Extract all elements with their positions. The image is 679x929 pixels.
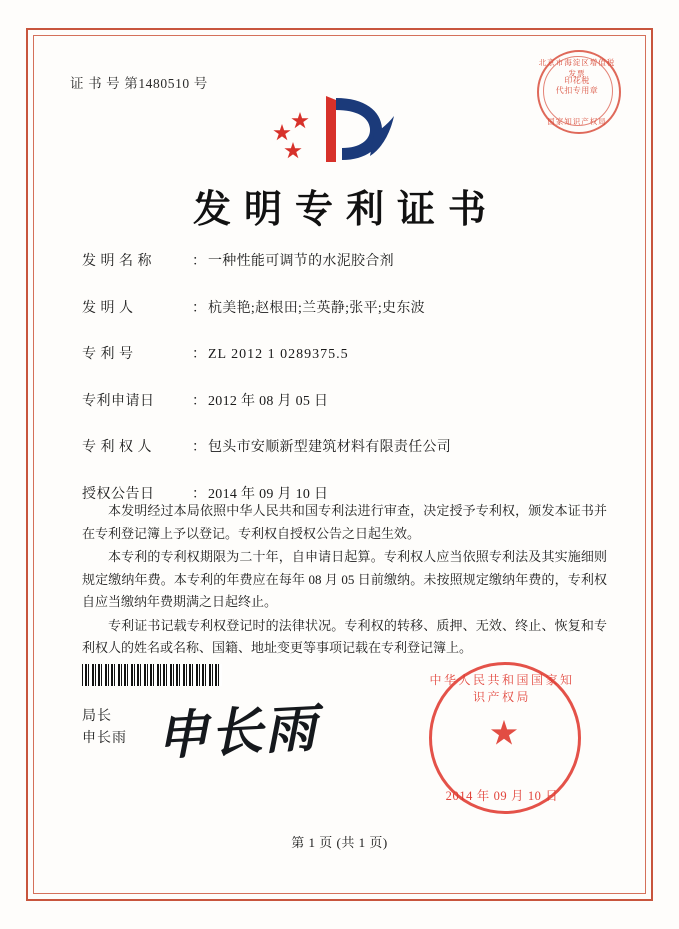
field-colon: ：	[192, 440, 206, 455]
official-seal	[429, 662, 579, 812]
field-colon: ：	[192, 347, 206, 362]
tax-stamp-center-line2: 代扣专用章	[555, 86, 599, 95]
field-inventors	[82, 297, 611, 317]
field-colon: ：	[192, 486, 206, 502]
tax-stamp-arc-top: 北京市海淀区增值税发票	[538, 58, 616, 78]
field-label: 授权公告日	[82, 486, 155, 502]
field-label: 专 利 权 人	[82, 440, 152, 455]
field-value: 2012 年 08 月 05 日	[208, 393, 329, 409]
director-title-block	[82, 706, 127, 750]
certificate-content	[48, 50, 631, 879]
sipo-logo-icon	[270, 90, 410, 166]
tax-stamp-seal	[537, 50, 621, 134]
handwritten-signature: 申长雨	[154, 697, 320, 768]
official-seal-arc-text: 中华人民共和国国家知识产权局	[429, 673, 575, 704]
field-list	[82, 250, 611, 529]
legal-body-text	[82, 500, 607, 661]
field-patent-number	[82, 343, 611, 363]
field-colon: ：	[192, 254, 206, 269]
field-label: 发 明 人	[82, 300, 134, 316]
seal-emblem-icon: ★	[488, 715, 520, 753]
page-title: 发明专利证书	[192, 186, 499, 231]
tax-stamp-center	[551, 76, 603, 96]
field-application-date	[82, 390, 611, 410]
field-colon: ：	[192, 300, 206, 316]
paragraph: 本发明经过本局依照中华人民共和国专利法进行审查，决定授予专利权，颁发本证书并在专利登记簿上予以登记。专利权自授权公告之日起生效。	[82, 503, 607, 541]
official-seal-date: 2014 年 09 月 10 日	[445, 789, 559, 803]
page-footer: 第 1 页 (共 1 页)	[291, 835, 388, 850]
field-value: 杭美艳;赵根田;兰英静;张平;史东波	[208, 300, 425, 316]
barcode	[82, 664, 222, 686]
field-value: 一种性能可调节的水泥胶合剂	[208, 254, 394, 269]
field-label: 专利申请日	[82, 393, 155, 409]
paragraph: 本专利的专利权期限为二十年，自申请日起算。专利权人应当依照专利法及其实施细则规定缴纳年费。本专利的年费应在每年 08 月 05 日前缴纳。未按照规定缴纳年费的，专利权自应当缴纳年费期满之日起终止。	[82, 549, 607, 609]
field-colon: ：	[192, 393, 206, 409]
field-value: ZL 2012 1 0289375.5	[208, 347, 349, 362]
certificate-number: 证 书 号 第1480510 号	[70, 76, 208, 91]
director-title-line1: 局长	[82, 709, 112, 724]
director-title-line2: 申长雨	[82, 731, 127, 746]
field-value: 包头市安顺新型建筑材料有限责任公司	[208, 440, 452, 455]
field-patentee	[82, 436, 611, 456]
field-label: 发 明 名 称	[82, 254, 152, 269]
field-value: 2014 年 09 月 10 日	[208, 486, 329, 502]
paragraph: 专利证书记载专利权登记时的法律状况。专利权的转移、质押、无效、终止、恢复和专利权人的姓名或名称、国籍、地址变更等事项记载在专利登记簿上。	[82, 617, 607, 655]
field-label: 专 利 号	[82, 347, 134, 362]
tax-stamp-arc-bottom: 国家知识产权局	[547, 117, 607, 126]
field-invention-name	[82, 250, 611, 270]
tax-stamp-center-line1: 印花税	[564, 76, 590, 85]
